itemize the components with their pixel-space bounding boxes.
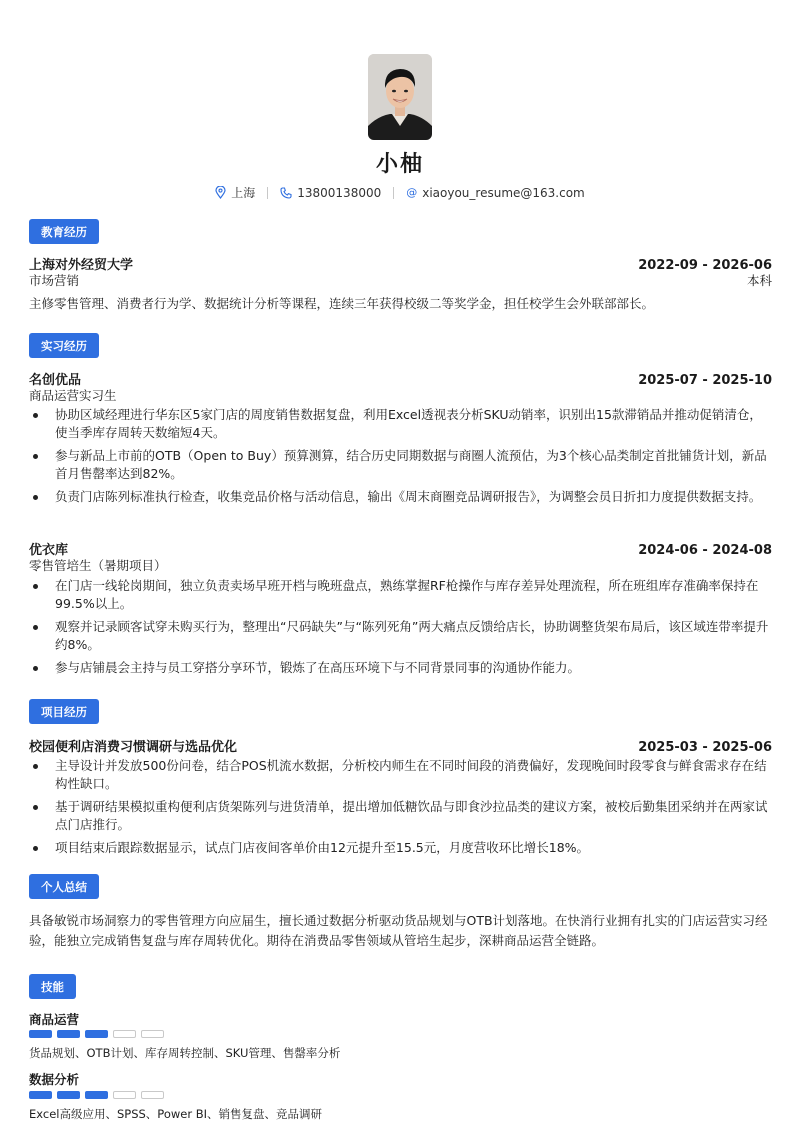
- section-badge-internship: 实习经历: [29, 333, 99, 358]
- internship-period: 2024-06 - 2024-08: [638, 543, 772, 558]
- list-item: 参与新品上市前的OTB（Open to Buy）预算测算，结合历史同期数据与商圈人流预估，为3个核心品类制定首批铺货计划，新品首月售罄率达到82%。: [29, 447, 774, 483]
- skill-level-bars: [29, 1091, 164, 1099]
- project-period: 2025-03 - 2025-06: [638, 740, 772, 755]
- section-badge-project: 项目经历: [29, 699, 99, 724]
- internship-role: 商品运营实习生: [29, 388, 117, 403]
- contact-info: [0, 184, 800, 201]
- list-item: 负责门店陈列标准执行检查，收集竞品价格与活动信息，输出《周末商圈竞品调研报告》，为调整会员日折扣力度提供数据支持。: [29, 488, 774, 506]
- project-bullets: [29, 757, 774, 862]
- internship-period: 2025-07 - 2025-10: [638, 373, 772, 388]
- skill-level-segment: [57, 1030, 80, 1038]
- skill-level-segment: [113, 1091, 136, 1099]
- list-item: 观察并记录顾客试穿未购买行为，整理出“尺码缺失”与“陈列死角”两大痛点反馈给店长，协助调整货架布局后，该区域连带率提升约8%。: [29, 618, 774, 654]
- major: 市场营销: [29, 273, 80, 288]
- skill-name: 商品运营: [29, 1012, 80, 1027]
- internship-role-row: [29, 556, 772, 574]
- skill-level-segment: [29, 1091, 52, 1099]
- skill-level-segment: [113, 1030, 136, 1038]
- skill-level-segment: [141, 1091, 164, 1099]
- location-pin-icon: [215, 186, 226, 199]
- at-sign-icon: @: [406, 186, 418, 199]
- section-badge-summary: 个人总结: [29, 874, 99, 899]
- school-name: 上海对外经贸大学: [29, 258, 134, 273]
- internship-role-row: [29, 386, 772, 404]
- list-item: 项目结束后跟踪数据显示，试点门店夜间客单价由12元提升至15.5元，月度营收环比增长18%。: [29, 839, 774, 857]
- avatar: [368, 54, 432, 140]
- education-period: 2022-09 - 2026-06: [638, 258, 772, 273]
- skill-level-segment: [85, 1091, 108, 1099]
- candidate-name: 小柚: [375, 152, 424, 177]
- section-badge-education: 教育经历: [29, 219, 99, 244]
- phone-text: 13800138000: [297, 185, 382, 200]
- list-item: 基于调研结果模拟重构便利店货架陈列与进货清单，提出增加低糖饮品与即食沙拉品类的建议方案，被校后勤集团采纳并在两家试点门店推行。: [29, 798, 774, 834]
- contact-divider: [267, 187, 268, 199]
- project-name: 校园便利店消费习惯调研与选品优化: [29, 740, 238, 755]
- skill-level-segment: [85, 1030, 108, 1038]
- list-item: 协助区域经理进行华东区5家门店的周度销售数据复盘，利用Excel透视表分析SKU动销率，识别出15款滞销品并推动促销清仓，使当季库存周转天数缩短4天。: [29, 406, 774, 442]
- location-text: 上海: [231, 186, 256, 200]
- email-item[interactable]: [406, 186, 585, 200]
- phone-icon: [280, 187, 292, 199]
- internship-bullets: [29, 577, 774, 682]
- skill-description: Excel高级应用、SPSS、Power BI、销售复盘、竞品调研: [29, 1107, 323, 1121]
- company-name: 优衣库: [29, 543, 69, 558]
- education-subheader: [29, 271, 772, 289]
- list-item: 在门店一线轮岗期间，独立负责卖场早班开档与晚班盘点，熟练掌握RF枪操作与库存差异处理流程，所在班组库存准确率保持在99.5%以上。: [29, 577, 774, 613]
- skill-name: 数据分析: [29, 1072, 80, 1087]
- skill-description: 货品规划、OTB计划、库存周转控制、SKU管理、售罄率分析: [29, 1046, 341, 1060]
- skill-level-segment: [57, 1091, 80, 1099]
- internship-role: 零售管培生（暑期项目）: [29, 558, 167, 573]
- education-description: 主修零售管理、消费者行为学、数据统计分析等课程，连续三年获得校级二等奖学金，担任校学生会外联部部长。: [29, 296, 655, 311]
- company-name: 名创优品: [29, 373, 82, 388]
- section-badge-skills: 技能: [29, 974, 76, 999]
- list-item: 参与店铺晨会主持与员工穿搭分享环节，锻炼了在高压环境下与不同背景同事的沟通协作能力。: [29, 659, 774, 677]
- email-text[interactable]: xiaoyou_resume@163.com: [422, 185, 585, 200]
- project-header: [29, 736, 772, 755]
- summary-text: 具备敏锐市场洞察力的零售管理方向应届生，擅长通过数据分析驱动货品规划与OTB计划落地。在快消行业拥有扎实的门店运营实习经验，能独立完成销售复盘与库存周转优化。期待在消费品零售领域从管培生起步，深耕商品运营全链路。: [29, 913, 768, 948]
- internship-bullets: [29, 406, 774, 511]
- contact-divider: [393, 187, 394, 199]
- skill-level-segment: [29, 1030, 52, 1038]
- list-item: 主导设计并发放500份问卷，结合POS机流水数据，分析校内师生在不同时间段的消费偏好，发现晚间时段零食与鲜食需求存在结构性缺口。: [29, 757, 774, 793]
- skill-level-bars: [29, 1030, 164, 1038]
- degree: 本科: [746, 273, 772, 288]
- skill-level-segment: [141, 1030, 164, 1038]
- phone-item: [280, 186, 381, 200]
- location-item: [215, 184, 255, 201]
